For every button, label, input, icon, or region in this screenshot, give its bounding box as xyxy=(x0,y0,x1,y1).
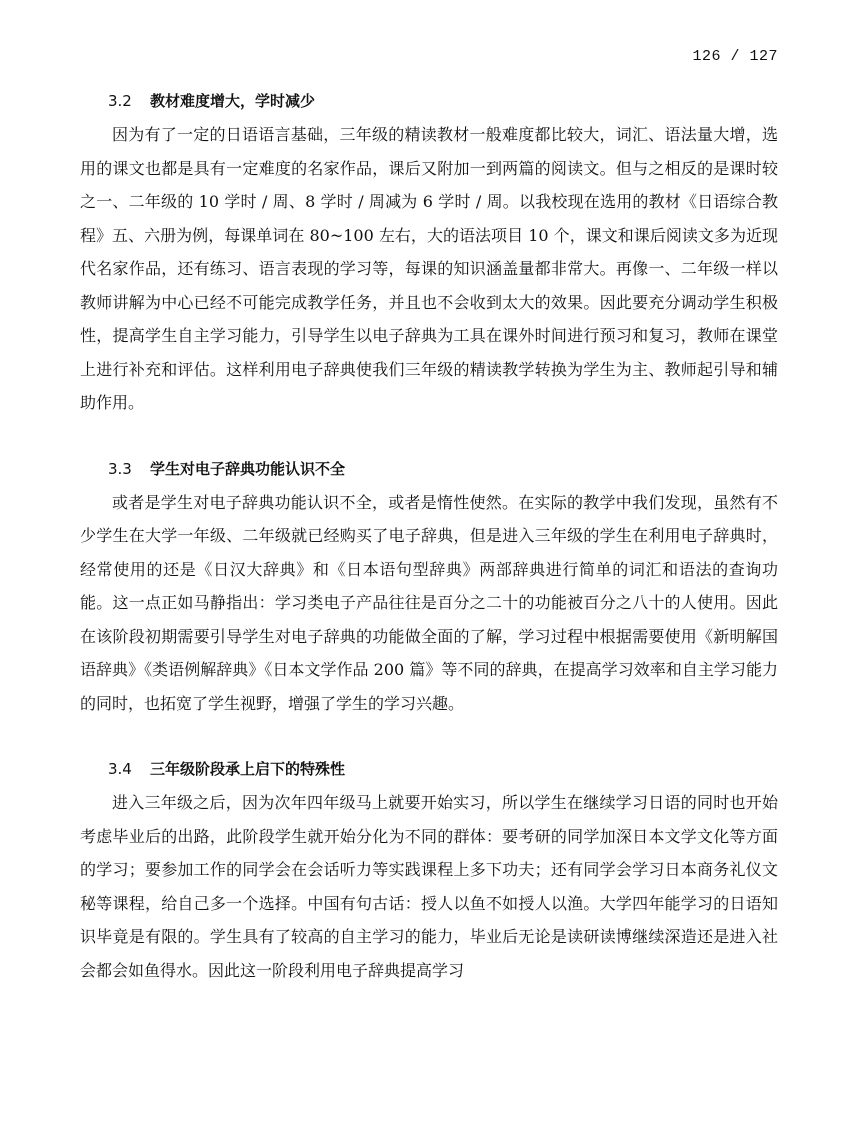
section-heading xyxy=(80,758,778,784)
section-3-4 xyxy=(80,758,778,987)
section-3-3 xyxy=(80,458,778,721)
section-paragraph: 因为有了一定的日语语言基础，三年级的精读教材一般难度都比较大，词汇、语法量大增，选用的课文也都是具有一定难度的名家作品，课后又附加一到两篇的阅读文。但与之相反的是课时较之一、二年级的 10 学时 / 周、8 学时 / 周减为 6 学时 / 周。以我校现在选用的教材《日语综合教程》五、六册为例，每课单词在 80~100 左右，大的语法项目 10 个，课文和课后阅读文多为近现代名家作品，还有练习、语言表现的学习等，每课的知识涵盖量都非常大。再像一、二年级一样以教师讲解为中心已经不可能完成教学任务，并且也不会收到太大的效果。因此要充分调动学生积极性，提高学生自主学习能力，引导学生以电子辞典为工具在课外时间进行预习和复习，教师在课堂上进行补充和评估。这样利用电子辞典使我们三年级的精读教学转换为学生为主、教师起引导和辅助作用。 xyxy=(80,125,778,412)
section-title: 教材难度增大，学时减少 xyxy=(150,92,316,110)
section-heading xyxy=(80,90,778,116)
document-body xyxy=(80,90,778,1025)
section-paragraph: 或者是学生对电子辞典功能认识不全，或者是惰性使然。在实际的教学中我们发现，虽然有不少学生在大学一年级、二年级就已经购买了电子辞典，但是进入三年级的学生在利用电子辞典时，经常使用的还是《日汉大辞典》和《日本语句型辞典》两部辞典进行简单的词汇和语法的查询功能。这一点正如马静指出：学习类电子产品往往是百分之二十的功能被百分之八十的人使用。因此在该阶段初期需要引导学生对电子辞典的功能做全面的了解，学习过程中根据需要使用《新明解国语辞典》《类语例解辞典》《日本文学作品 200 篇》等不同的辞典，在提高学习效率和自主学习能力的同时，也拓宽了学生视野，增强了学生的学习兴趣。 xyxy=(80,492,778,713)
page-number: 126 / 127 xyxy=(692,48,778,65)
section-3-2 xyxy=(80,90,778,420)
section-heading xyxy=(80,458,778,484)
section-number: 3.4 xyxy=(108,760,132,778)
section-number: 3.3 xyxy=(108,459,132,478)
section-title: 三年级阶段承上启下的特殊性 xyxy=(150,760,346,778)
section-number: 3.2 xyxy=(108,92,132,110)
section-title: 学生对电子辞典功能认识不全 xyxy=(150,459,346,478)
section-paragraph: 进入三年级之后，因为次年四年级马上就要开始实习，所以学生在继续学习日语的同时也开始考虑毕业后的出路，此阶段学生就开始分化为不同的群体：要考研的同学加深日本文学文化等方面的学习；要参加工作的同学会在会话听力等实践课程上多下功夫；还有同学会学习日本商务礼仪文秘等课程，给自己多一个选择。中国有句古话：授人以鱼不如授人以渔。大学四年能学习的日语知识毕竟是有限的。学生具有了较高的自主学习的能力，毕业后无论是读研读博继续深造还是进入社会都会如鱼得水。因此这一阶段利用电子辞典提高学习 xyxy=(80,793,778,980)
